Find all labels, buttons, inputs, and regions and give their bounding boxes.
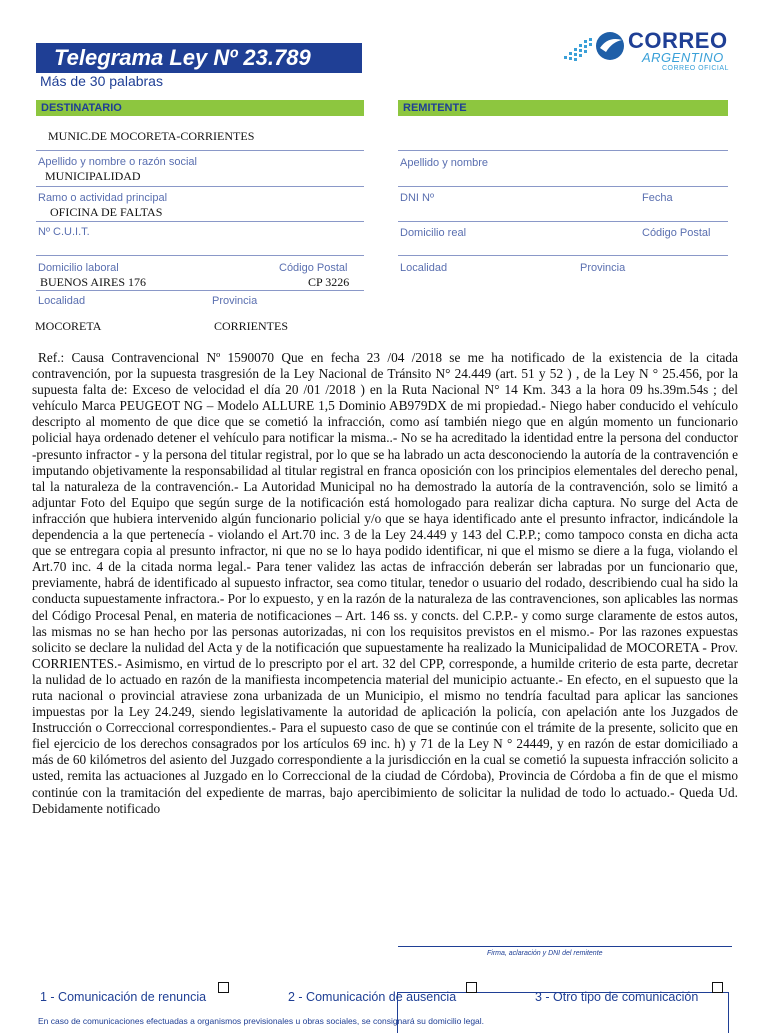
option-otro-label: 3 - Otro tipo de comunicación xyxy=(535,990,699,1004)
divider xyxy=(398,221,728,222)
remitente-localidad-label: Localidad xyxy=(400,262,448,274)
option-renuncia-checkbox[interactable] xyxy=(218,982,229,993)
destinatario-apellido-label: Apellido y nombre o razón social xyxy=(38,156,197,168)
destinatario-ramo-value[interactable]: OFICINA DE FALTAS xyxy=(50,205,163,219)
signature-label: Firma, aclaración y DNI del remitente xyxy=(487,950,603,957)
option-ausencia-checkbox[interactable] xyxy=(466,982,477,993)
destinatario-cp-value[interactable]: CP 3226 xyxy=(308,275,350,289)
destinatario-apellido-value[interactable]: MUNICIPALIDAD xyxy=(45,169,141,183)
option-otro-checkbox[interactable] xyxy=(712,982,723,993)
footer-note: En caso de comunicaciones efectuadas a organismos previsionales u obras sociales, se consignará su domicilio legal. xyxy=(38,1016,485,1026)
remitente-header: REMITENTE xyxy=(398,100,728,116)
telegram-body-text[interactable]: Ref.: Causa Contravencional Nº 1590070 Que en fecha 23 /04 /2018 se me ha notificado de la existencia de la citada contravención, por la supuesta trasgresión de la Ley Nacional de Tránsito N° 24.449 (art. 51 y 52 ) , de la Ley N ° 25.456, por la supuesta falta de: Exceso de velocidad el día 20 /01 /2018 ) en la Ruta Nacional N° 14 Km. 343 a la hora 09 hs.39m.54s ; del vehículo Marca PEUGEOT NG – Modelo ALLURE 1,5 Dominio AB979DX de mi propiedad.- Niego haber conducido el vehículo descripto al momento de que dice que se cometió la infracción, como así también niego que en algún momento un funcionario policial haya ordenado detener el vehículo para notificar la misma..- No se ha acreditado la identidad entre la persona del conductor -presunto infractor - y la persona del titular registral, por lo que se ha labrado un acta desconociendo la autoría de la contravención e imputando objetivamente la responsabilidad al titular registral en franca oposición con los principios elementales del derecho penal, tal la naturaleza de la contravención.- La Autoridad Municipal no ha demostrado la autoría de la contravención, solo se limitó a adjuntar Foto del Equipo que según surge de la notificación está homologado para realizar dicha captura. No surge del Acta de infracción que hubiera intervenido algún funcionario policial y/o que se haya identificado ante el presunto infractor, indicándole la dependencia a la que pertenecía - violando el Art.70 inc. 3 de la Ley 24.449 y 143 del C.P.P.; como tampoco consta en dicha acta que se entregara copia al presunto infractor, ni que no se lo haya podido identificar, ni que el mismo se diere a la fuga, violando el Art.70 inc. 4 de la citada norma legal.- Para tener validez las actas de infracción deberán ser labradas por un funcionario que, previamente, habrá de identificado al supuesto infractor, sea como titular, tenedor o usuario del rodado, describiendo cual ha sido la conducta supuestamente infractora.- Por lo expuesto, y en la razón de la naturaleza de las contravenciones, son aplicables las normas del Código Procesal Penal, en materia de notificaciones – Art. 146 ss. y concts. del C.P.P.- y como surge claramente de estos autos, las mismas no se han hecho por las personas autorizadas, ni con los requisitos previstos en el mismo.- Por las razones expuestas solicito se declare la nulidad del Acta y de la notificación que supuestamente ha realizado la Municipalidad de MOCORETA - Prov. CORRIENTES.- Asimismo, en virtud de lo prescripto por el art. 32 del CPP, corresponde, a humilde criterio de esta parte, decretar la nulidad de lo actuado en razón de la manifiesta incompetencia material del municipio actuante.- En efecto, en el supuesto que la ruta nacional o provincial atraviese zona urbanizada de un Municipio, el mismo no tendría facultad para aplicar las sanciones impuestas por la Ley 24.249, siendo legislativamente la autoridad de aplicación la policía, con apelación ante los Juzgados de Instrucción o Correccional correspondientes.- Para el supuesto caso de que se continúe con el trámite de la presente, solicito que en fiel ejercicio de los derechos consagrados por los artículos 69 inc. h) y 71 de la Ley N ° 24449, y en razón de estar domiciliado a más de 60 kilómetros del asiento del Juzgado correspondiente a la jurisdicción en la cual se cometió la supuesta infracción solicito a usted, remita las actuaciones al Juzgado en lo Correccional de la ciudad de Córdoba), Provincia de Córdoba a fin de que el mismo continúe con la tramitación del expediente de marras, bajo apercibimiento de solicitar la nulidad de todo lo actuado.- Queda Ud. Debidamente notificado xyxy=(32,350,738,816)
logo-name: CORREO xyxy=(628,28,728,53)
logo-sub: ARGENTINO xyxy=(642,50,724,65)
option-ausencia-label: 2 - Comunicación de ausencia xyxy=(288,990,457,1004)
destinatario-cp-label: Código Postal xyxy=(279,262,348,274)
logo-tag: CORREO OFICIAL xyxy=(662,65,729,72)
destinatario-cuit-label: Nº C.U.I.T. xyxy=(38,226,90,238)
destinatario-localidad-label: Localidad xyxy=(38,295,86,307)
destinatario-domicilio-value[interactable]: BUENOS AIRES 176 xyxy=(40,275,147,289)
correo-argentino-logo xyxy=(562,28,732,74)
destinatario-provincia-value[interactable]: CORRIENTES xyxy=(214,319,289,333)
destinatario-domicilio-label: Domicilio laboral xyxy=(38,262,119,274)
destinatario-localidad-value[interactable]: MOCORETA xyxy=(35,319,102,333)
destinatario-ramo-label: Ramo o actividad principal xyxy=(38,192,168,204)
divider xyxy=(36,290,364,291)
remitente-provincia-label: Provincia xyxy=(580,262,626,274)
destinatario-provincia-label: Provincia xyxy=(212,295,258,307)
divider xyxy=(36,255,364,256)
divider xyxy=(36,221,364,222)
destinatario-header: DESTINATARIO xyxy=(36,100,364,116)
divider xyxy=(398,255,728,256)
telegram-title: Telegrama Ley Nº 23.789 xyxy=(36,43,362,73)
destinatario-name-top: MUNIC.DE MOCORETA-CORRIENTES xyxy=(48,129,255,143)
divider xyxy=(36,186,364,187)
remitente-dni-label: DNI Nº xyxy=(400,192,434,204)
remitente-domicilio-label: Domicilio real xyxy=(400,227,467,239)
correo-logo-icon xyxy=(562,30,626,66)
divider xyxy=(398,186,728,187)
remitente-fecha-label: Fecha xyxy=(642,192,673,204)
remitente-cp-label: Código Postal xyxy=(642,227,711,239)
telegram-subtitle: Más de 30 palabras xyxy=(40,73,163,89)
divider xyxy=(36,150,364,151)
signature-line xyxy=(398,946,732,947)
option-renuncia-label: 1 - Comunicación de renuncia xyxy=(40,990,207,1004)
remitente-apellido-label: Apellido y nombre xyxy=(400,157,489,169)
divider xyxy=(398,150,728,151)
